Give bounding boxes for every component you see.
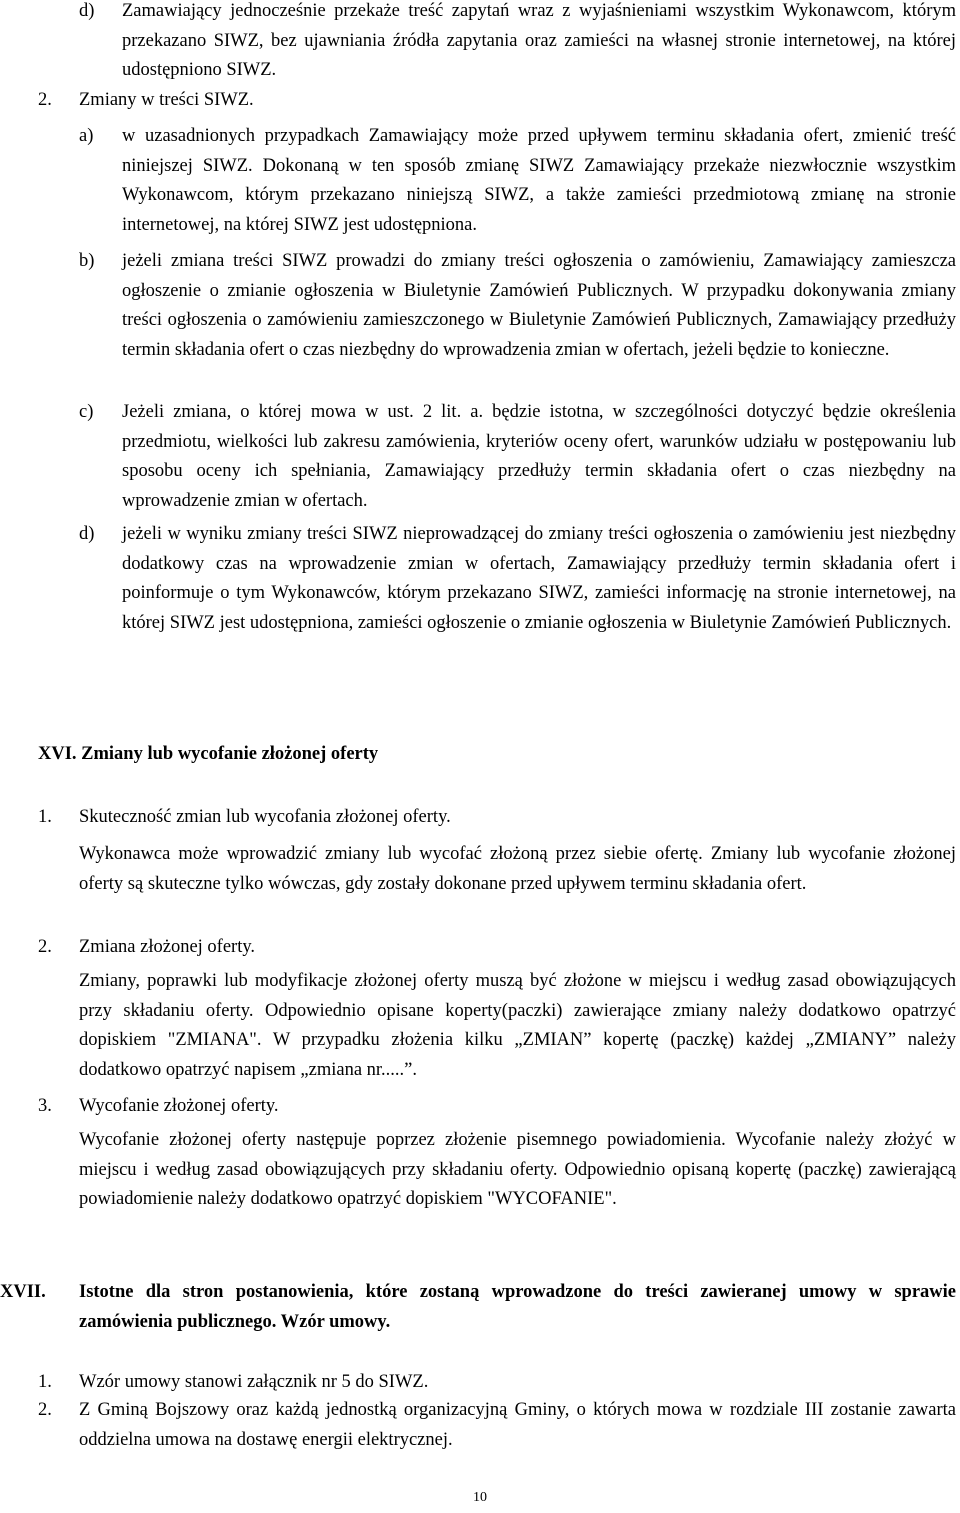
list-number: 1. [38, 807, 52, 827]
page-number: 10 [473, 1490, 487, 1505]
list-label: d) [79, 524, 95, 544]
list-number: 2. [38, 90, 52, 110]
paragraph-item-c: Jeżeli zmiana, o której mowa w ust. 2 lit. a. będzie istotna, w szczególności dotyczyć będzie określenia przedmiotu, wielkości lub zakresu zamówienia, kryteriów oceny ofert, warunków udziału w postępowaniu lub sposobu oceny ich spełniania, Zamawiający przedłuży termin składania ofert o czas niezbędny na wprowadzenie zmian w ofertach. [122, 402, 956, 511]
paragraph-body: Z Gminą Bojszowy oraz każdą jednostką organizacyjną Gminy, o których mowa w rozdziale III zostanie zawarta oddzielna umowa na dostawę energii elektrycznej. [79, 1400, 956, 1450]
list-label: c) [79, 402, 94, 422]
item-title: Skuteczność zmian lub wycofania złożonej oferty. [79, 807, 451, 827]
list-number: 2. [38, 937, 52, 957]
paragraph-item-a: w uzasadnionych przypadkach Zamawiający może przed upływem terminu składania ofert, zmienić treść niniejszej SIWZ. Dokonaną w ten sposób zmianę SIWZ Zamawiający przekaże niezwłocznie wszystkim Wykonawcom, którym przekazano niniejszą SIWZ, a także zamieści przedmiotową zmianę na stronie internetowej, na której SIWZ jest udostępniona. [122, 126, 956, 235]
paragraph-item-d2: jeżeli w wyniku zmiany treści SIWZ nieprowadzącej do zmiany treści ogłoszenia o zamówieniu jest niezbędny dodatkowy czas na wprowadzenie zmian w ofertach, Zamawiający przedłuży termin składania ofert i poinformuje o tym Wykonawców, którym przekazano SIWZ, zamieści informację na stronie internetowej, na której SIWZ jest udostępniona, zamieści ogłoszenie o zmianie ogłoszenia w Biuletynie Zamówień Publicznych. [122, 524, 956, 633]
paragraph-item-d: Zamawiający jednocześnie przekaże treść zapytań wraz z wyjaśnieniami wszystkim Wykonawcom, którym przekazano SIWZ, bez ujawniania źródła zapytania oraz zamieści na własnej stronie internetowej, na której udostępniono SIWZ. [122, 1, 956, 80]
paragraph-item-b: jeżeli zmiana treści SIWZ prowadzi do zmiany treści ogłoszenia o zamówieniu, Zamawiający zamieszcza ogłoszenie o zmianie ogłoszenia w Biuletynie Zamówień Publicznych. W przypadku dokonywania zmiany treści ogłoszenia o zamówieniu zamieszczonego w Biuletynie Zamówień Publicznych, Zamawiający przedłuży termin składania ofert o czas niezbędny do wprowadzenia zmian w ofertach, jeżeli będzie to konieczne. [122, 251, 956, 360]
item-title: Zmiany w treści SIWZ. [79, 90, 254, 110]
paragraph-body: Zmiany, poprawki lub modyfikacje złożonej oferty muszą być złożone w miejscu i według zasad obowiązujących przy składaniu oferty. Odpowiednio opisane koperty(paczki) zawierające zmiany należy dodatkowo opatrzyć dopiskiem "ZMIANA". W przypadku złożenia kilku „ZMIAN” kopertę (paczkę) każdej „ZMIANY” należy dodatkowo opatrzyć napisem „zmiana nr.....”. [79, 971, 956, 1080]
list-number: 3. [38, 1096, 52, 1116]
paragraph-body: Wykonawca może wprowadzić zmiany lub wycofać złożoną przez siebie ofertę. Zmiany lub wycofanie złożonej oferty są skuteczne tylko wówczas, gdy zostały dokonane przed upływem terminu składania ofert. [79, 844, 956, 894]
item-title: Zmiana złożonej oferty. [79, 937, 256, 957]
section-heading-xvii: Istotne dla stron postanowienia, które zostaną wprowadzone do treści zawieranej umowy w sprawie zamówienia publicznego. Wzór umowy. [79, 1282, 956, 1332]
section-number-xvii: XVII. [0, 1282, 46, 1302]
paragraph-body: Wzór umowy stanowi załącznik nr 5 do SIWZ. [79, 1372, 429, 1392]
list-label: a) [79, 126, 94, 146]
item-title: Wycofanie złożonej oferty. [79, 1096, 279, 1116]
section-heading-xvi: XVI. Zmiany lub wycofanie złożonej oferty [38, 744, 379, 764]
list-label: b) [79, 251, 95, 271]
paragraph-body: Wycofanie złożonej oferty następuje poprzez złożenie pisemnego powiadomienia. Wycofanie należy złożyć w miejscu i według zasad obowiązujących przy składaniu oferty. Odpowiednio opisaną kopertę (paczkę) zawierającą powiadomienie należy dodatkowo opatrzyć dopiskiem "WYCOFANIE". [79, 1130, 956, 1209]
list-label: d) [79, 1, 95, 21]
list-number: 1. [38, 1372, 52, 1392]
list-number: 2. [38, 1400, 52, 1420]
